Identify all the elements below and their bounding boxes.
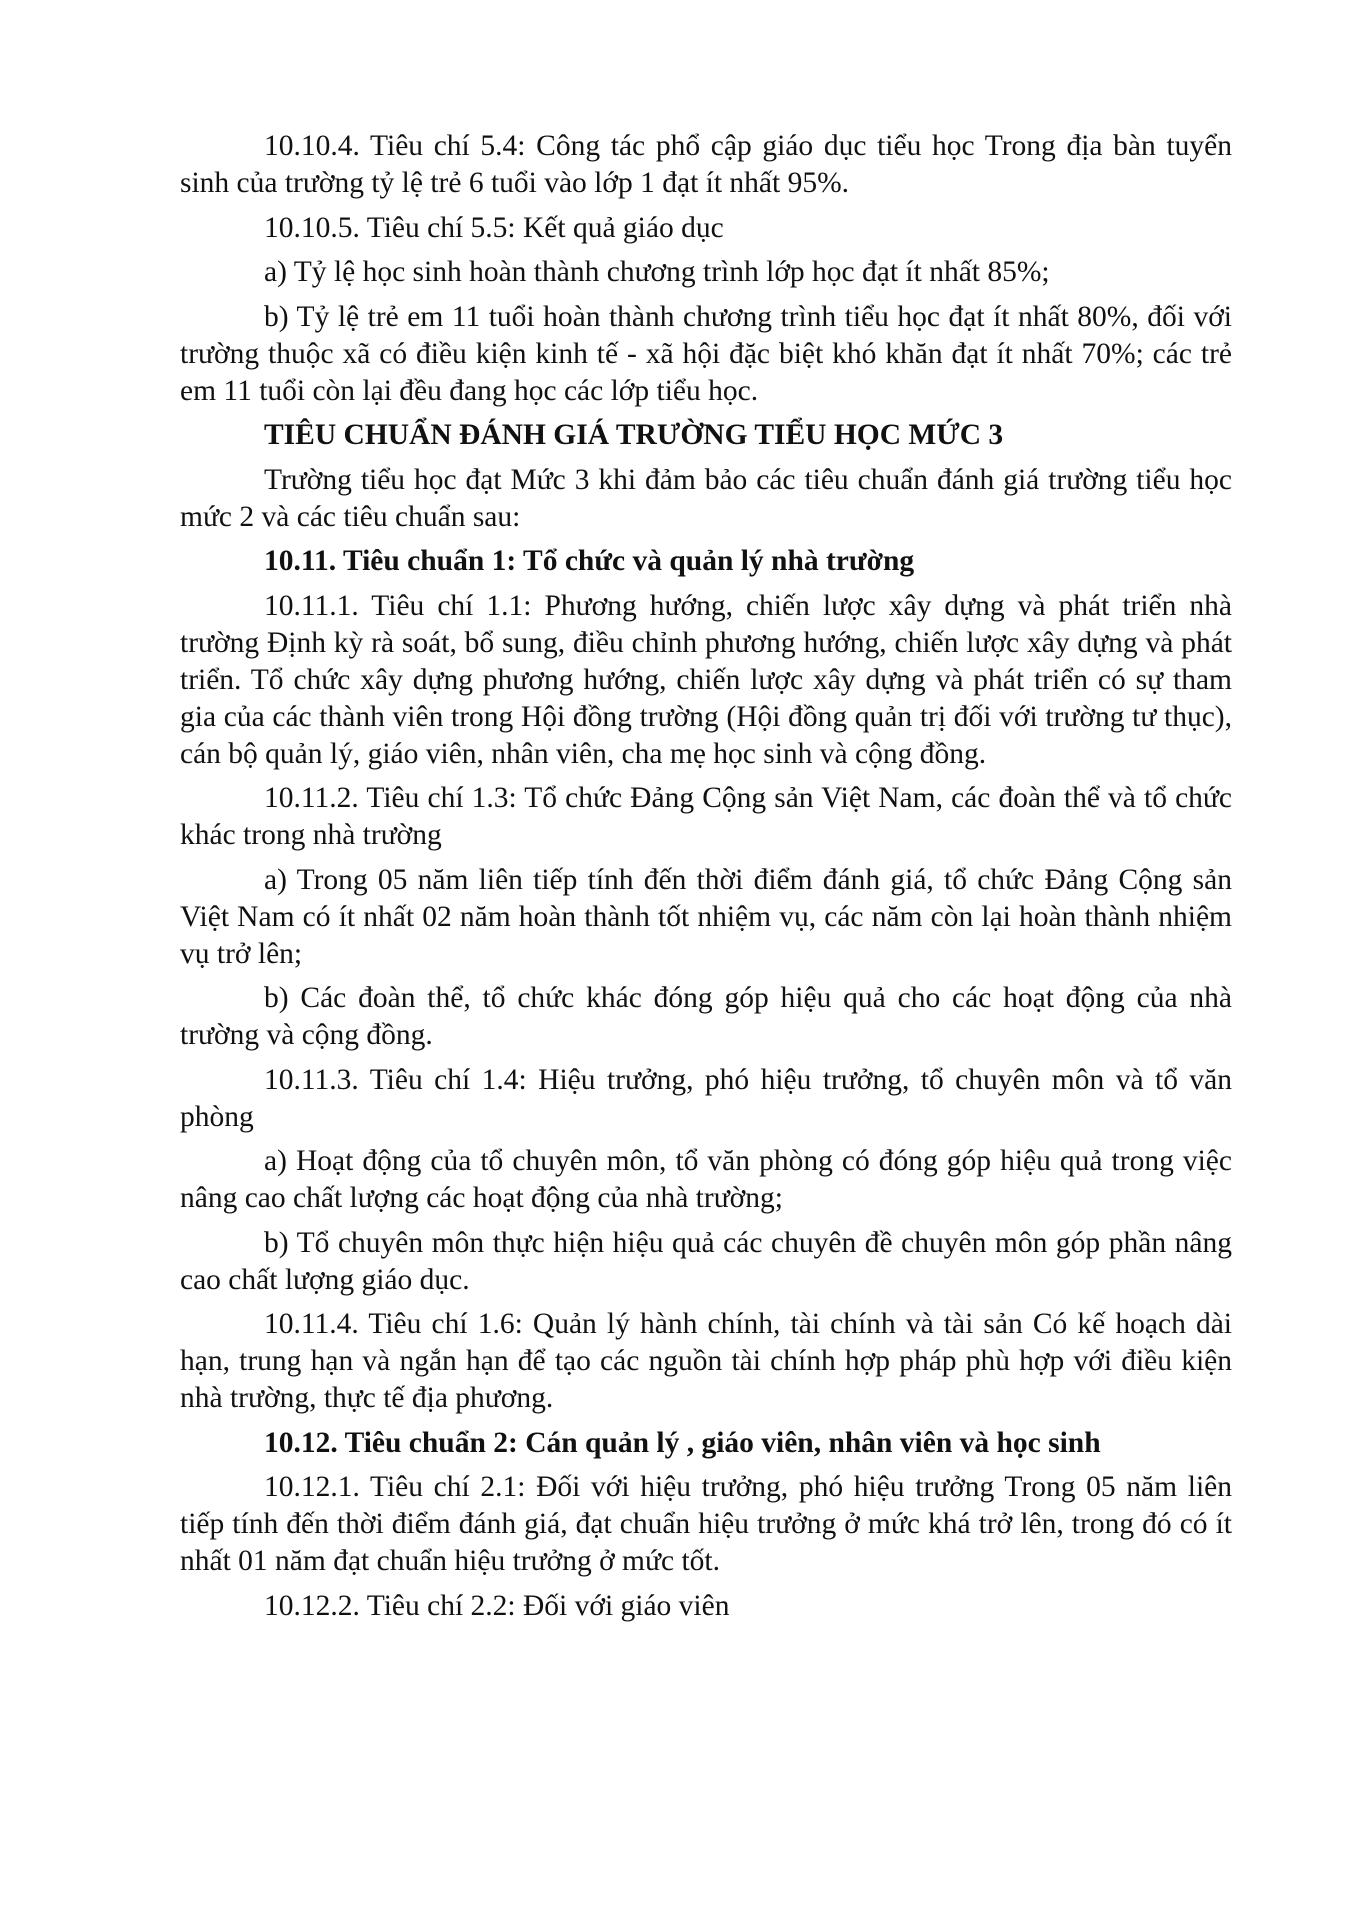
criterion-2-2: 10.12.2. Tiêu chí 2.2: Đối với giáo viên [264,1589,730,1622]
document-page [180,128,1232,1632]
criterion-1-3-item-b: b) Các đoàn thể, tổ chức khác đóng góp hiệu quả cho các hoạt động của nhà trường và cộng đồng. [180,982,1232,1051]
criterion-2-1: 10.12.1. Tiêu chí 2.1: Đối với hiệu trưởng, phó hiệu trưởng Trong 05 năm liên tiếp tính đến thời điểm đánh giá, đạt chuẩn hiệu trưởng ở mức khá trở lên, trong đó có ít nhất 01 năm đạt chuẩn hiệu trưởng ở mức tốt. [180,1471,1232,1577]
criterion-1-3: 10.11.2. Tiêu chí 1.3: Tổ chức Đảng Cộng sản Việt Nam, các đoàn thể và tổ chức khác trong nhà trường [180,782,1232,851]
criterion-5-5: 10.10.5. Tiêu chí 5.5: Kết quả giáo dục [264,211,724,244]
criterion-1-6: 10.11.4. Tiêu chí 1.6: Quản lý hành chính, tài chính và tài sản Có kế hoạch dài hạn, trung hạn và ngắn hạn để tạo các nguồn tài chính hợp pháp phù hợp với điều kiện nhà trường, thực tế địa phương. [180,1308,1232,1414]
criterion-5-5-item-a: a) Tỷ lệ học sinh hoàn thành chương trình lớp học đạt ít nhất 85%; [264,256,1050,288]
criterion-1-4: 10.11.3. Tiêu chí 1.4: Hiệu trưởng, phó hiệu trưởng, tổ chuyên môn và tổ văn phòng [180,1063,1232,1133]
criterion-1-1: 10.11.1. Tiêu chí 1.1: Phương hướng, chiến lược xây dựng và phát triển nhà trường Định kỳ rà soát, bổ sung, điều chỉnh phương hướng, chiến lược xây dựng và phát triển. Tổ chức xây dựng phương hướng, chiến lược xây dựng và phát triển có sự tham gia của các thành viên trong Hội đồng trường (Hội đồng quản trị đối với trường tư thục), cán bộ quản lý, giáo viên, nhân viên, cha mẹ học sinh và cộng đồng. [180,589,1232,770]
criterion-1-3-item-a: a) Trong 05 năm liên tiếp tính đến thời điểm đánh giá, tổ chức Đảng Cộng sản Việt Nam có ít nhất 02 năm hoàn thành tốt nhiệm vụ, các năm còn lại hoàn thành nhiệm vụ trở lên; [180,863,1232,970]
standard-1-heading: 10.11. Tiêu chuẩn 1: Tổ chức và quản lý nhà trường [264,545,915,577]
criterion-1-4-item-a: a) Hoạt động của tổ chuyên môn, tổ văn phòng có đóng góp hiệu quả trong việc nâng cao chất lượng các hoạt động của nhà trường; [180,1145,1232,1214]
section-heading-level-3: TIÊU CHUẨN ĐÁNH GIÁ TRƯỜNG TIỂU HỌC MỨC 3 [264,419,1004,451]
criterion-1-4-item-b: b) Tổ chuyên môn thực hiện hiệu quả các chuyên đề chuyên môn góp phần nâng cao chất lượng giáo dục. [180,1226,1232,1296]
level-3-intro: Trường tiểu học đạt Mức 3 khi đảm bảo các tiêu chuẩn đánh giá trường tiểu học mức 2 và các tiêu chuẩn sau: [180,463,1232,533]
standard-2-heading: 10.12. Tiêu chuẩn 2: Cán quản lý , giáo viên, nhân viên và học sinh [264,1426,1101,1459]
criterion-5-5-item-b: b) Tỷ lệ trẻ em 11 tuổi hoàn thành chương trình tiểu học đạt ít nhất 80%, đối với trường thuộc xã có điều kiện kinh tế - xã hội đặc biệt khó khăn đạt ít nhất 70%; các trẻ em 11 tuổi còn lại đều đang học các lớp tiểu học. [180,300,1232,407]
criterion-5-4: 10.10.4. Tiêu chí 5.4: Công tác phổ cập giáo dục tiểu học Trong địa bàn tuyển sinh của trường tỷ lệ trẻ 6 tuổi vào lớp 1 đạt ít nhất 95%. [180,130,1232,199]
